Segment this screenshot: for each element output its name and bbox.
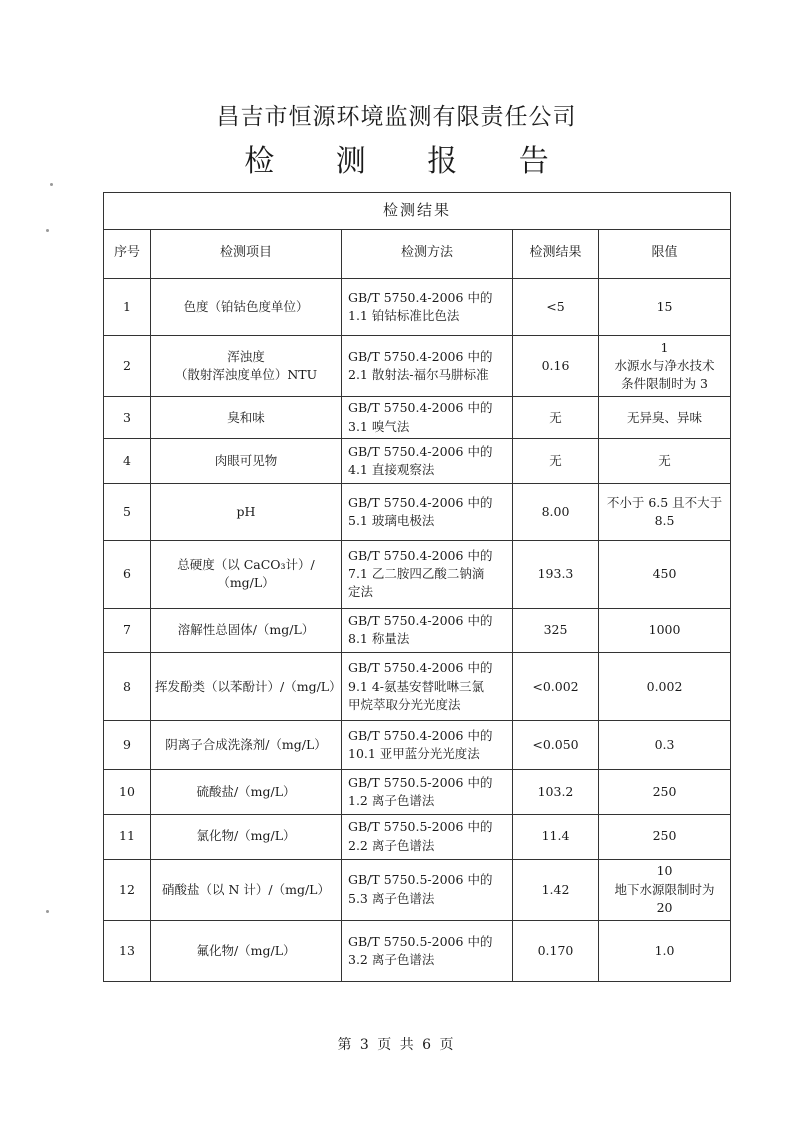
cell-limit: 10 地下水源限制时为 20 [599,859,731,920]
cell-result: 1.42 [513,859,599,920]
company-name: 昌吉市恒源环境监测有限责任公司 [216,104,577,130]
table-row [104,484,731,541]
table-header-row [104,229,731,278]
cell-result: <0.002 [513,653,599,720]
cell-no: 7 [104,608,151,653]
cell-method: GB/T 5750.4-2006 中的 9.1 4-氨基安替吡啉三氯 甲烷萃取分光光度法 [342,653,513,720]
table-row [104,720,731,769]
cell-item: 硝酸盐（以 N 计）/（mg/L） [151,859,342,920]
cell-method: GB/T 5750.4-2006 中的 10.1 亚甲蓝分光光度法 [342,720,513,769]
cell-item: pH [151,484,342,541]
cell-limit: 0.3 [599,720,731,769]
cell-limit: 250 [599,769,731,814]
cell-limit: 1.0 [599,920,731,981]
cell-result: 无 [513,439,599,484]
table-row [104,653,731,720]
cell-no: 3 [104,397,151,439]
cell-limit: 无 [599,439,731,484]
cell-no: 13 [104,920,151,981]
report-title: 检 测 报 告 [244,144,575,179]
table-row [104,278,731,335]
page-number: 第 3 页 共 6 页 [337,1037,456,1053]
cell-method: GB/T 5750.5-2006 中的 1.2 离子色谱法 [342,769,513,814]
column-header-limit: 限值 [599,229,731,278]
cell-method: GB/T 5750.4-2006 中的 3.1 嗅气法 [342,397,513,439]
column-header-method: 检测方法 [342,229,513,278]
cell-item: 氟化物/（mg/L） [151,920,342,981]
cell-limit: 不小于 6.5 且不大于 8.5 [599,484,731,541]
cell-result: 8.00 [513,484,599,541]
cell-item: 溶解性总固体/（mg/L） [151,608,342,653]
cell-method: GB/T 5750.4-2006 中的 8.1 称量法 [342,608,513,653]
scan-speck [50,183,53,186]
table-row [104,608,731,653]
cell-method: GB/T 5750.4-2006 中的 4.1 直接观察法 [342,439,513,484]
table-row [104,769,731,814]
cell-no: 6 [104,541,151,608]
cell-method: GB/T 5750.4-2006 中的 1.1 铂钴标准比色法 [342,278,513,335]
column-header-no: 序号 [104,229,151,278]
cell-method: GB/T 5750.4-2006 中的 7.1 乙二胺四乙酸二钠滴 定法 [342,541,513,608]
cell-no: 9 [104,720,151,769]
cell-result: 0.16 [513,335,599,396]
cell-method: GB/T 5750.4-2006 中的 5.1 玻璃电极法 [342,484,513,541]
cell-no: 4 [104,439,151,484]
table-row [104,397,731,439]
cell-item: 阴离子合成洗涤剂/（mg/L） [151,720,342,769]
cell-item: 浑浊度 （散射浑浊度单位）NTU [151,335,342,396]
cell-limit: 1 水源水与净水技术 条件限制时为 3 [599,335,731,396]
cell-item: 挥发酚类（以苯酚计）/（mg/L） [151,653,342,720]
cell-method: GB/T 5750.5-2006 中的 5.3 离子色谱法 [342,859,513,920]
cell-item: 氯化物/（mg/L） [151,814,342,859]
cell-item: 色度（铂钴色度单位） [151,278,342,335]
cell-item: 总硬度（以 CaCO₃计）/（mg/L） [151,541,342,608]
section-title: 检测结果 [104,193,731,230]
cell-result: 193.3 [513,541,599,608]
table-row [104,541,731,608]
table-row [104,439,731,484]
scan-speck [46,910,49,913]
table-row [104,920,731,981]
cell-limit: 无异臭、异味 [599,397,731,439]
cell-no: 2 [104,335,151,396]
cell-no: 10 [104,769,151,814]
cell-item: 臭和味 [151,397,342,439]
cell-limit: 1000 [599,608,731,653]
cell-result: 325 [513,608,599,653]
cell-method: GB/T 5750.4-2006 中的 2.1 散射法-福尔马肼标准 [342,335,513,396]
cell-limit: 450 [599,541,731,608]
cell-result: 11.4 [513,814,599,859]
cell-result: 0.170 [513,920,599,981]
cell-result: <5 [513,278,599,335]
cell-result: 无 [513,397,599,439]
column-header-result: 检测结果 [513,229,599,278]
results-table [103,192,731,982]
cell-no: 1 [104,278,151,335]
table-row [104,335,731,396]
cell-result: 103.2 [513,769,599,814]
scan-speck [46,229,49,232]
cell-no: 12 [104,859,151,920]
table-row [104,859,731,920]
cell-no: 5 [104,484,151,541]
cell-no: 8 [104,653,151,720]
cell-method: GB/T 5750.5-2006 中的 3.2 离子色谱法 [342,920,513,981]
cell-item: 肉眼可见物 [151,439,342,484]
cell-item: 硫酸盐/（mg/L） [151,769,342,814]
cell-method: GB/T 5750.5-2006 中的 2.2 离子色谱法 [342,814,513,859]
column-header-item: 检测项目 [151,229,342,278]
cell-limit: 15 [599,278,731,335]
cell-limit: 250 [599,814,731,859]
cell-result: <0.050 [513,720,599,769]
cell-no: 11 [104,814,151,859]
table-row [104,814,731,859]
cell-limit: 0.002 [599,653,731,720]
